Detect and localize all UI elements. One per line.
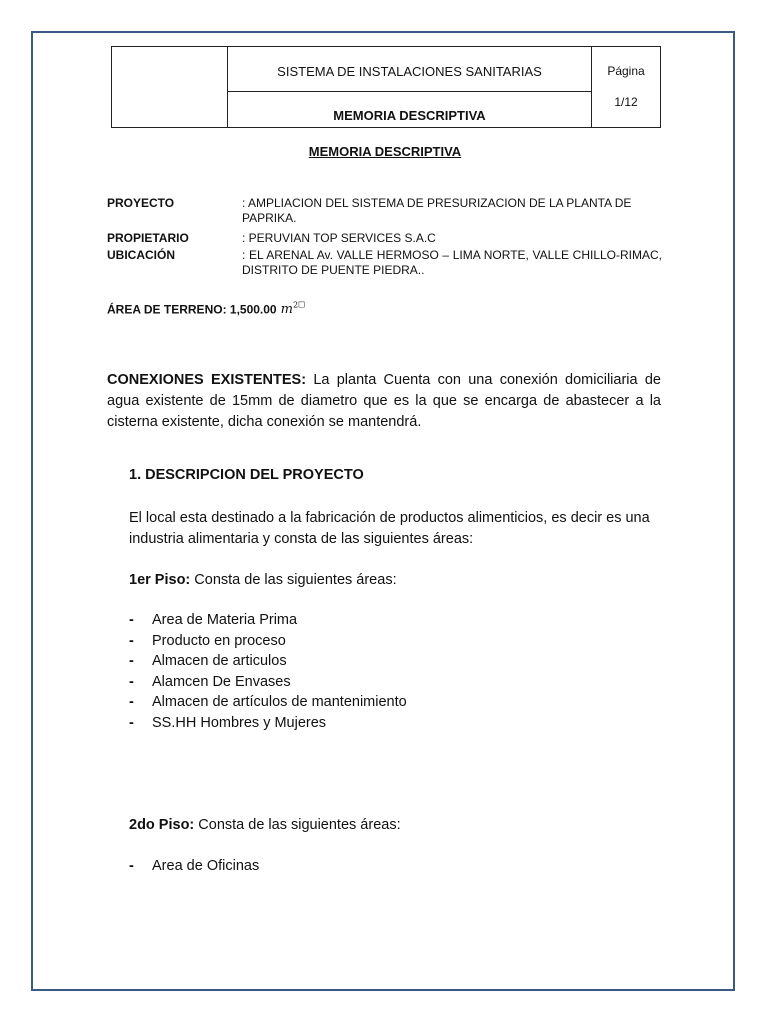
bullet-dash: - — [129, 858, 134, 874]
floor2-text: Consta de las siguientes áreas: — [194, 817, 401, 833]
area-unit — [281, 302, 306, 317]
area-label: ÁREA DE TERRENO: 1,500.00 — [107, 302, 277, 317]
floor1-heading — [129, 570, 659, 591]
list-item-text: Area de Materia Prima — [152, 612, 298, 628]
floor1-list — [129, 610, 407, 733]
floor2-label: 2do Piso: — [129, 817, 195, 833]
floor2-heading — [129, 815, 659, 836]
list-item-text: Area de Oficinas — [152, 858, 260, 874]
list-item — [129, 713, 407, 734]
conexiones-paragraph — [107, 370, 661, 433]
list-item-text: SS.HH Hombres y Mujeres — [152, 714, 327, 731]
bullet-dash: - — [129, 632, 134, 649]
memo-title — [228, 92, 592, 127]
list-item-text: Almacen de articulos — [152, 653, 287, 669]
floor1-text: Consta de las siguientes áreas: — [190, 572, 397, 588]
propietario-label: PROPIETARIO — [107, 231, 189, 245]
proyecto-label: PROYECTO — [107, 196, 175, 210]
bullet-dash: - — [129, 714, 134, 731]
page-cell — [592, 47, 660, 127]
area-unit-symbol: m — [280, 302, 293, 318]
bullet-dash: - — [129, 612, 134, 628]
list-item — [129, 631, 407, 652]
bullet-dash: - — [129, 673, 134, 690]
ubicacion-label: UBICACIÓN — [107, 248, 175, 262]
page-number: 1/12 — [614, 95, 638, 109]
area-unit-exponent: 2☐ — [292, 301, 306, 310]
memo-title-text: MEMORIA DESCRIPTIVA — [333, 108, 486, 123]
floor1-label: 1er Piso: — [129, 572, 191, 588]
bullet-dash: - — [129, 694, 134, 710]
list-item — [129, 856, 259, 877]
list-item-text: Almacen de artículos de mantenimiento — [152, 694, 407, 710]
list-item-text: Alamcen De Envases — [152, 673, 291, 690]
list-item — [129, 692, 407, 713]
conexiones-text: La planta Cuenta con una conexión domiciliaria de agua existente de 15mm de diametro que es la que se encarga de abastecer a la cisterna existente, dicha conexión se mantendrá. — [107, 372, 661, 430]
page-label: Página — [607, 64, 645, 78]
floor2-list — [129, 856, 259, 877]
conexiones-heading: CONEXIONES EXISTENTES: — [107, 372, 307, 388]
system-title — [228, 47, 592, 92]
list-item — [129, 610, 407, 631]
document-title: MEMORIA DESCRIPTIVA — [308, 144, 462, 159]
propietario-value: : PERUVIAN TOP SERVICES S.A.C — [242, 231, 436, 245]
header-table — [111, 46, 661, 128]
area-terreno — [107, 301, 305, 317]
system-title-text: SISTEMA DE INSTALACIONES SANITARIAS — [277, 63, 542, 79]
list-item — [129, 651, 407, 672]
list-item — [129, 672, 407, 693]
list-item-text: Producto en proceso — [152, 632, 286, 649]
section-intro: El local esta destinado a la fabricación de productos alimenticios, es decir es una industria alimentaria y consta de las siguientes áreas: — [129, 510, 650, 547]
proyecto-value: : AMPLIACION DEL SISTEMA DE PRESURIZACION DE LA PLANTA DE PAPRIKA. — [242, 196, 632, 225]
ubicacion-value: : EL ARENAL Av. VALLE HERMOSO – LIMA NORTE, VALLE CHILLO-RIMAC, DISTRITO DE PUENTE PIEDRA.. — [242, 248, 662, 277]
section-heading: 1. DESCRIPCION DEL PROYECTO — [129, 467, 364, 483]
bullet-dash: - — [129, 653, 134, 669]
logo-cell — [112, 47, 228, 127]
